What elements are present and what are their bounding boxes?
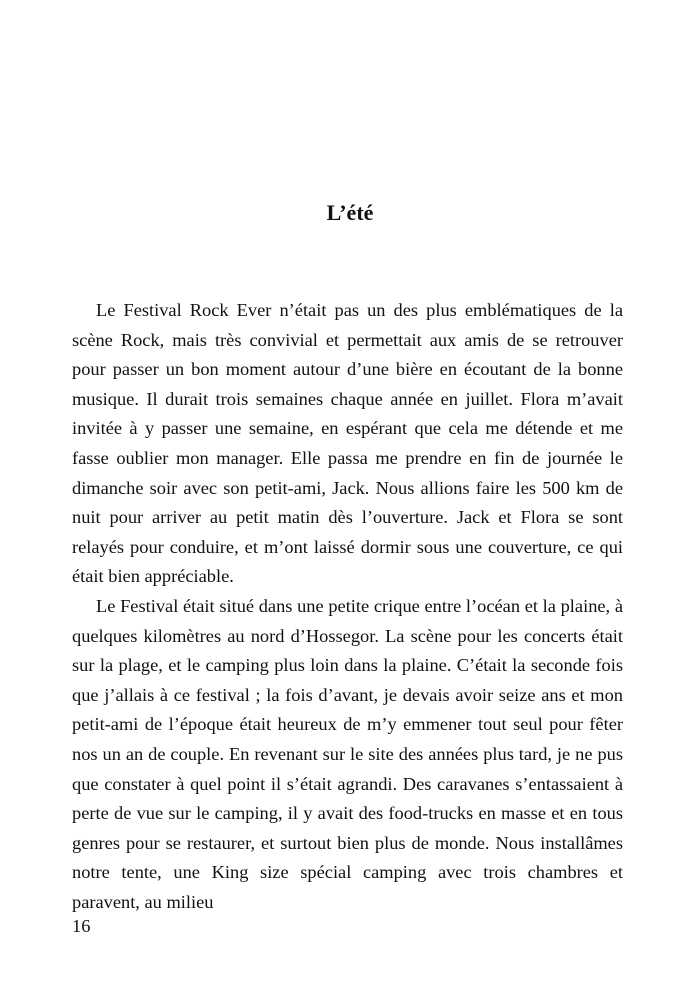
paragraph: Le Festival était situé dans une petite crique entre l’océan et la plaine, à quelques kilomètres au nord d’Hossegor. La scène pour les concerts était sur la plage, et le camping plus loin dans la plaine. C’était la seconde fois que j’allais à ce festival ; la fois d’avant, je devais avoir seize ans et mon petit-ami de l’époque était heureux de m’y emmener tout seul pour fêter nos un an de couple. En revenant sur le site des années plus tard, je ne pus que constater à quel point il s’était agrandi. Des caravanes s’entassaient à perte de vue sur le camping, il y avait des food-trucks en masse et en tous genres pour se restaurer, et surtout bien plus de monde. Nous installâmes notre tente, une King size spécial camping avec trois chambres et paravent, au milieu (72, 595, 623, 912)
chapter-body (72, 296, 623, 917)
chapter-title: L’été (326, 200, 374, 225)
page-number: 16 (72, 916, 91, 936)
paragraph: Le Festival Rock Ever n’était pas un des plus emblématiques de la scène Rock, mais très convivial et permettait aux amis de se retrouver pour passer un bon moment autour d’une bière en écoutant de la bonne musique. Il durait trois semaines chaque année en juillet. Flora m’avait invitée à y passer une semaine, en espérant que cela me détende et me fasse oublier mon manager. Elle passa me prendre en fin de journée le dimanche soir avec son petit-ami, Jack. Nous allions faire les 500 km de nuit pour arriver au petit matin dès l’ouverture. Jack et Flora se sont relayés pour conduire, et m’ont laissé dormir sous une couverture, ce qui était bien appréciable. (72, 300, 623, 587)
